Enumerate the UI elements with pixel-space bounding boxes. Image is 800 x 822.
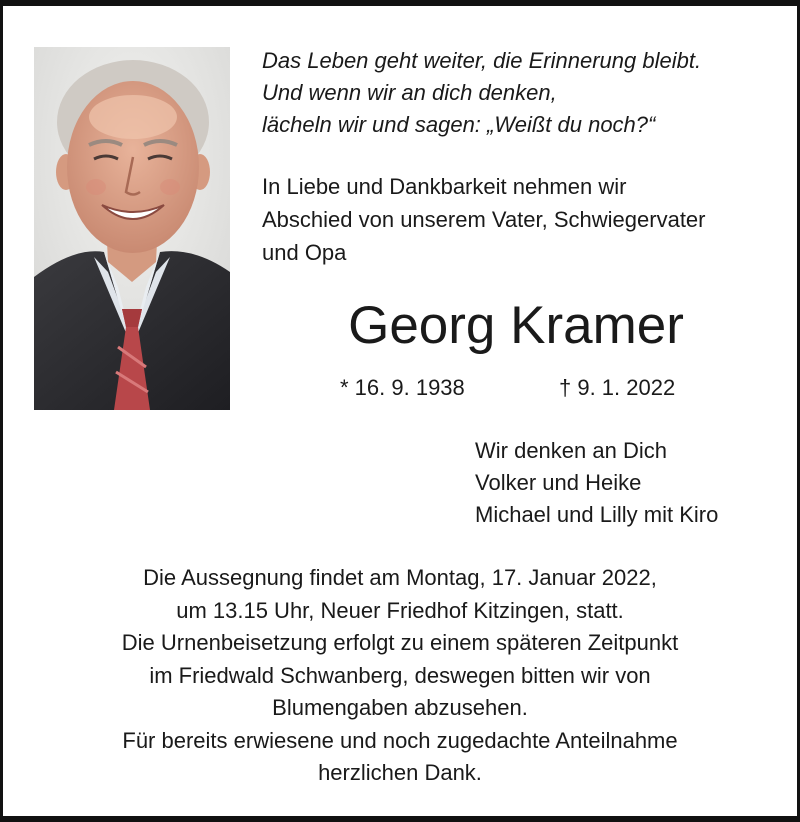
announcement-line: Die Aussegnung findet am Montag, 17. Januar 2022, — [143, 565, 657, 590]
memorial-quote — [262, 45, 782, 141]
quote-line: Das Leben geht weiter, die Erinnerung bleibt. — [262, 48, 702, 73]
birth-date: * 16. 9. 1938 — [340, 375, 465, 400]
signature-line: Wir denken an Dich — [475, 438, 667, 463]
intro-line: In Liebe und Dankbarkeit nehmen wir — [262, 174, 627, 199]
quote-line: lächeln wir und sagen: „Weißt du noch?“ — [262, 112, 656, 137]
announcement-line: Für bereits erwiesene und noch zugedachte Anteilnahme — [122, 727, 678, 753]
announcement-line: herzlichen Dank. — [318, 760, 482, 785]
announcement-line: im Friedwald Schwanberg, deswegen bitten wir von — [149, 662, 651, 688]
deceased-name: Georg Kramer — [348, 296, 684, 355]
announcement-line: um 13.15 Uhr, Neuer Friedhof Kitzingen, statt. — [176, 597, 624, 623]
death-date: † 9. 1. 2022 — [559, 375, 676, 400]
quote-line: Und wenn wir an dich denken, — [262, 80, 557, 105]
funeral-announcement — [0, 562, 800, 790]
intro-line: Abschied von unserem Vater, Schwiegervater — [262, 207, 706, 232]
signature-line: Michael und Lilly mit Kiro — [475, 502, 719, 527]
farewell-intro — [262, 170, 782, 269]
announcement-line: Blumengaben abzusehen. — [272, 695, 528, 720]
family-signature — [475, 435, 785, 531]
intro-line: und Opa — [262, 240, 347, 265]
announcement-line: Die Urnenbeisetzung erfolgt zu einem späteren Zeitpunkt — [121, 630, 679, 655]
signature-line: Volker und Heike — [475, 470, 642, 495]
